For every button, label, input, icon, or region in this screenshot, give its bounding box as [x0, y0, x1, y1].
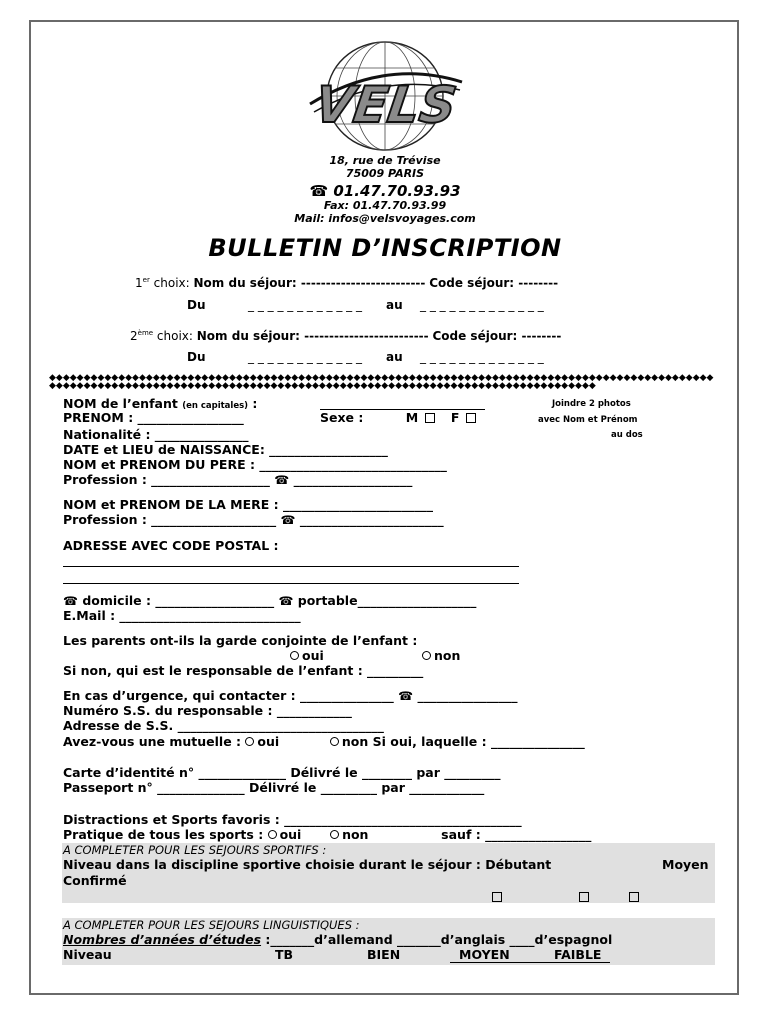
profession-pere-line [63, 473, 412, 487]
fax-line: Fax: 01.47.70.93.99 [323, 199, 447, 212]
phone-line [0, 183, 770, 199]
custody-non[interactable]: non [422, 649, 460, 663]
espagnol-field[interactable]: ____d’espagnol [509, 932, 613, 947]
moyen-checkbox[interactable] [579, 892, 589, 902]
pratique-non-radio[interactable] [330, 830, 339, 839]
confirme-checkbox[interactable] [629, 892, 639, 902]
language-years-line: Nombres d’années d’études :_______d’allemand _______d’anglais ____d’espagnol [63, 932, 613, 947]
child-name-label: NOM de l’enfant (en capitales) : [63, 396, 258, 411]
sports-header: A COMPLETER POUR LES SEJOURS SPORTIFS : [63, 843, 327, 857]
choice-2-du-field[interactable]: _ _ _ _ _ _ _ _ _ _ _ _ [248, 350, 362, 364]
photo-note-2: avec Nom et Prénom [538, 415, 638, 425]
photo-note-1: Joindre 2 photos [552, 399, 631, 409]
mutuelle-oui-radio[interactable] [245, 737, 254, 746]
language-niveau-label: Niveau [63, 947, 112, 962]
choice-1-code: Code séjour: -------- [429, 276, 559, 290]
choice-2-code: Code séjour: -------- [432, 329, 562, 343]
anglais-field[interactable]: _______d’anglais [397, 932, 506, 947]
address-field-1[interactable] [63, 566, 519, 567]
niveau-sport-label: Niveau dans la discipline sportive choisie durant le séjour : Débutant [63, 857, 552, 872]
choice-1-du-field[interactable]: _ _ _ _ _ _ _ _ _ _ _ _ [248, 298, 362, 312]
address-line1: 18, rue de Trévise [329, 154, 441, 167]
sexe-m-checkbox[interactable] [425, 413, 435, 423]
telephone-icon: ☎ [278, 594, 294, 608]
address-line2: 75009 PARIS [345, 167, 425, 180]
passeport-line [63, 781, 484, 795]
choice-1-du: Du [187, 298, 206, 312]
choice-2-au: au [386, 350, 403, 364]
choice-1-sejour: Nom du séjour: ------------------------- [193, 276, 426, 290]
choice-2-line: 2ème choix: Nom du séjour: ------------------------- Code séjour: -------- [130, 329, 562, 343]
urgence-line [63, 689, 517, 703]
telephone-icon: ☎ [274, 473, 290, 487]
pratique-oui-radio[interactable] [268, 830, 277, 839]
carte-delivre-field[interactable]: Délivré le ________ [290, 765, 412, 780]
domicile-field[interactable]: domicile : ___________________ [82, 593, 275, 608]
phone-number: 01.47.70.93.93 [333, 182, 461, 200]
laquelle-field[interactable]: Si oui, laquelle : _______________ [372, 734, 585, 749]
custody-oui-radio[interactable] [290, 651, 299, 660]
photo-note-3: au dos [611, 430, 643, 440]
email-field[interactable]: E.Mail : _____________________________ [63, 608, 301, 623]
telephone-icon: ☎ [63, 594, 78, 608]
carte-field[interactable]: Carte d’identité n° ______________ [63, 765, 286, 780]
passeport-delivre-field[interactable]: Délivré le _________ [249, 780, 377, 795]
sexe-label: Sexe : M F [320, 411, 478, 425]
responsable-field[interactable]: Si non, qui est le responsable de l’enfant : _________ [63, 663, 424, 678]
numero-ss-field[interactable]: Numéro S.S. du responsable : ____________ [63, 703, 352, 718]
niveau-moyen-label: Moyen [662, 857, 709, 872]
choice-2-du: Du [187, 350, 206, 364]
language-header: A COMPLETER POUR LES SEJOURS LINGUISTIQUES : [63, 918, 360, 932]
sauf-field[interactable]: sauf : _________________ [441, 827, 592, 842]
mere-field[interactable]: NOM et PRENOM DE LA MERE : ________________________ [63, 497, 433, 512]
niveau-bien-label: BIEN [367, 947, 401, 962]
profession-pere-field[interactable]: Profession : ___________________ [63, 472, 270, 487]
portable-field[interactable]: portable___________________ [297, 593, 477, 608]
carte-par-field[interactable]: par _________ [416, 765, 501, 780]
choice-1-au-field[interactable]: _ _ _ _ _ _ _ _ _ _ _ _ _ [420, 298, 544, 312]
adresse-ss-field[interactable]: Adresse de S.S. _________________________________ [63, 718, 384, 733]
profession-mere-tel-field[interactable]: _______________________ [299, 512, 444, 527]
debutant-checkbox[interactable] [492, 892, 502, 902]
passeport-field[interactable]: Passeport n° ______________ [63, 780, 245, 795]
diamond-separator: ◆◆◆◆◆◆◆◆◆◆◆◆◆◆◆◆◆◆◆◆◆◆◆◆◆◆◆◆◆◆◆◆◆◆◆◆◆◆◆◆◆◆◆◆◆◆◆◆◆◆◆◆◆◆◆◆◆◆◆◆◆◆◆◆◆◆◆◆◆◆◆◆◆◆◆◆◆◆◆◆◆◆◆◆◆◆◆◆◆◆◆◆◆◆◆◆◆◆◆◆◆◆◆◆◆◆◆◆◆◆◆◆◆◆◆◆◆◆◆◆◆◆◆◆◆◆◆◆◆◆◆◆◆◆◆◆◆◆◆◆◆◆◆◆◆◆◆◆◆◆◆◆◆◆◆◆◆◆◆◆◆◆◆◆◆◆◆◆◆◆◆◆◆◆◆ [49, 374, 714, 391]
nationalite-field[interactable]: Nationalité : _______________ [63, 427, 249, 442]
profession-pere-tel-field[interactable]: ___________________ [293, 472, 413, 487]
profession-mere-field[interactable]: Profession : ____________________ [63, 512, 277, 527]
urgence-contact-field[interactable]: En cas d’urgence, qui contacter : _______________ [63, 688, 394, 703]
distractions-field[interactable]: Distractions et Sports favoris : ______________________________________ [63, 812, 522, 827]
choice-2-sejour: Nom du séjour: ------------------------- [196, 329, 429, 343]
niveau-faible-label: FAIBLE [554, 947, 602, 962]
niveau-tb-label: TB [275, 947, 294, 962]
vels-globe-logo [300, 38, 470, 158]
mutuelle-line: Avez-vous une mutuelle : oui non Si oui, laquelle : _______________ [63, 734, 585, 749]
logo-text: VELS [311, 75, 461, 134]
choice-1-au: au [386, 298, 403, 312]
allemand-field[interactable]: :_______d’allemand [265, 932, 393, 947]
carte-line [63, 766, 501, 780]
passeport-par-field[interactable]: par ____________ [381, 780, 485, 795]
form-title: BULLETIN D’INSCRIPTION [208, 234, 562, 262]
profession-mere-line [63, 513, 444, 527]
custody-oui[interactable]: oui [290, 649, 324, 663]
niveau-underline [450, 962, 610, 963]
niveau-moyen-lang-label: MOYEN [459, 947, 510, 962]
telephone-icon: ☎ [398, 689, 414, 703]
naissance-field[interactable]: DATE et LIEU de NAISSANCE: ___________________ [63, 442, 388, 457]
address-field-2[interactable] [63, 583, 519, 584]
mutuelle-non-radio[interactable] [330, 737, 339, 746]
contact-line [63, 594, 476, 608]
custody-question: Les parents ont-ils la garde conjointe de l’enfant : [63, 633, 418, 648]
telephone-icon: ☎ [280, 513, 296, 527]
urgence-tel-field[interactable]: ________________ [417, 688, 518, 703]
pratique-line: Pratique de tous les sports : oui non sauf : _________________ [63, 827, 592, 842]
address-label: ADRESSE AVEC CODE POSTAL : [63, 538, 279, 553]
mail-line: Mail: infos@velsvoyages.com [294, 212, 476, 225]
custody-non-radio[interactable] [422, 651, 431, 660]
pere-field[interactable]: NOM et PRENOM DU PERE : ______________________________ [63, 457, 447, 472]
choice-1-line: 1er choix: Nom du séjour: ------------------------- Code séjour: -------- [135, 276, 559, 290]
choice-2-au-field[interactable]: _ _ _ _ _ _ _ _ _ _ _ _ _ [420, 350, 544, 364]
sexe-f-checkbox[interactable] [466, 413, 476, 423]
niveau-confirme-label: Confirmé [63, 873, 127, 888]
telephone-icon: ☎ [309, 182, 329, 200]
prenom-field[interactable]: PRENOM : _________________ [63, 410, 244, 425]
